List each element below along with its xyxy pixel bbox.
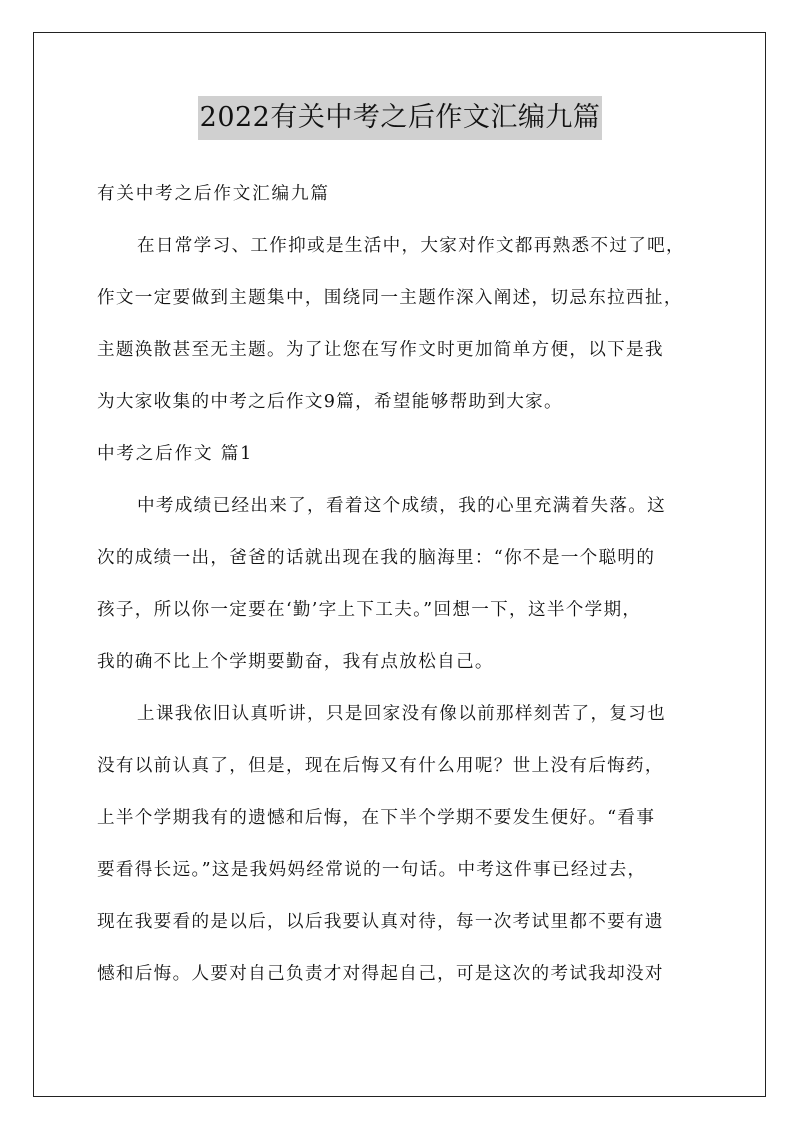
body-text-line: 孩子，所以你一定要在‘勤’字上下工夫。”回想一下，这半个学期， [97, 600, 642, 620]
body-text-line: 要看得长远。”这是我妈妈经常说的一句话。中考这件事已经过去， [97, 860, 647, 880]
body-text-line: 现在我要看的是以后，以后我要认真对待，每一次考试里都不要有遗 [97, 912, 664, 932]
document-title: 2022有关中考之后作文汇编九篇 [198, 96, 603, 140]
body-text-line: 次的成绩一出，爸爸的话就出现在我的脑海里：“你不是一个聪明的 [97, 548, 656, 568]
body-text-line: 我的确不比上个学期要勤奋，我有点放松自己。 [97, 652, 494, 672]
body-text-line: 为大家收集的中考之后作文9篇，希望能够帮助到大家。 [97, 392, 563, 412]
document-body [97, 168, 707, 1000]
section-heading: 有关中考之后作文汇编九篇 [97, 184, 330, 204]
body-text-line: 中考成绩已经出来了，看着这个成绩，我的心里充满着失落。这 [137, 496, 667, 516]
section-heading: 中考之后作文 篇1 [97, 444, 254, 464]
body-text-line: 憾和后悔。人要对自己负责才对得起自己，可是这次的考试我却没对 [97, 964, 664, 984]
title-container [0, 96, 800, 140]
body-text-line: 没有以前认真了，但是，现在后悔又有什么用呢？世上没有后悔药， [97, 756, 664, 776]
body-text-line: 主题涣散甚至无主题。为了让您在写作文时更加简单方便，以下是我 [97, 340, 664, 360]
body-text-line: 作文一定要做到主题集中，围绕同一主题作深入阐述，切忌东拉西扯， [97, 288, 683, 308]
body-text-line: 上课我依旧认真听讲，只是回家没有像以前那样刻苦了，复习也 [137, 704, 667, 724]
body-text-line: 在日常学习、工作抑或是生活中，大家对作文都再熟悉不过了吧， [137, 236, 685, 256]
body-text-line: 上半个学期我有的遗憾和后悔，在下半个学期不要发生便好。“看事 [97, 808, 656, 828]
